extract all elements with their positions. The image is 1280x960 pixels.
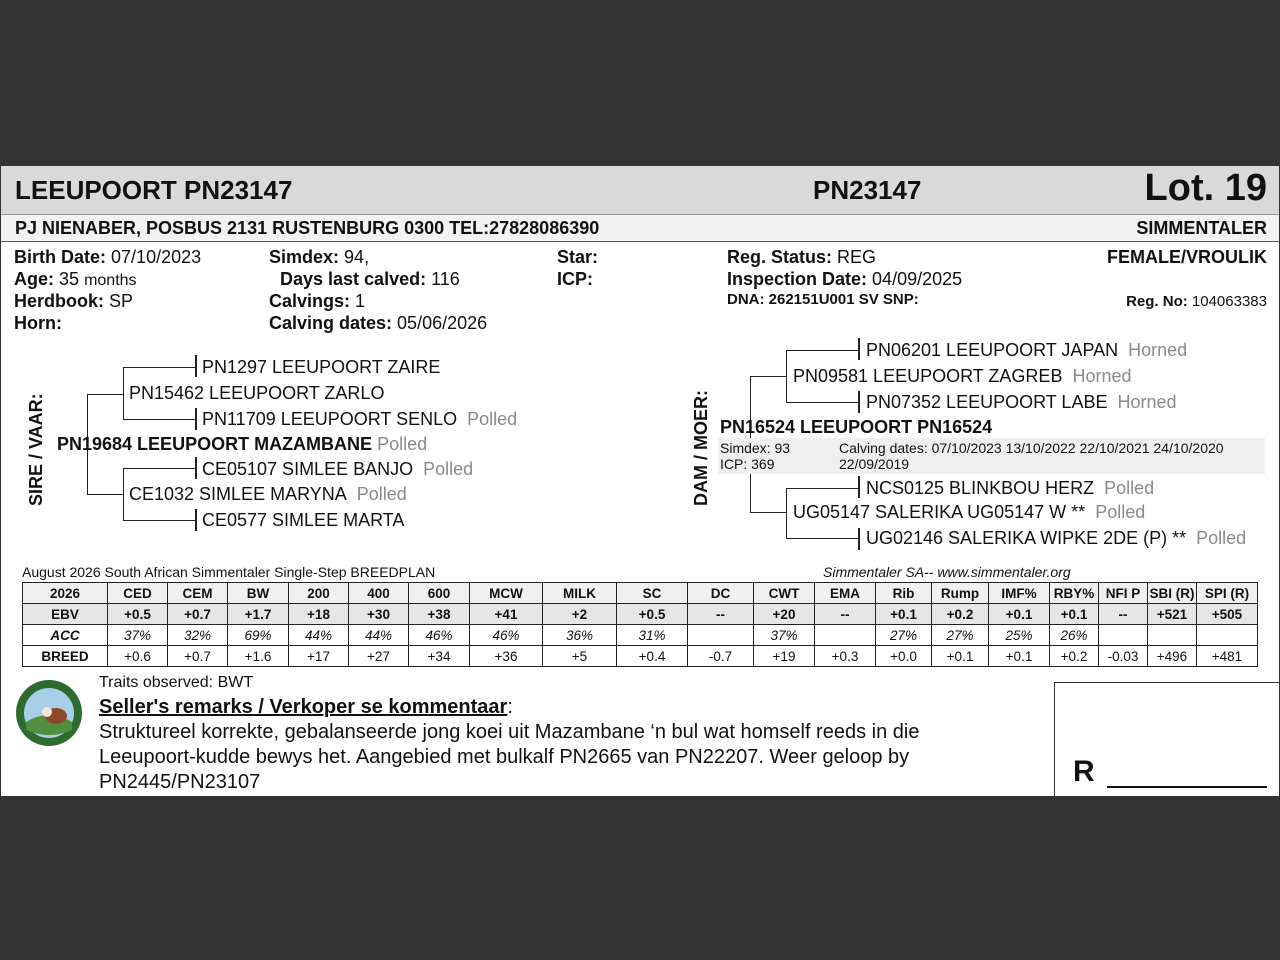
calvings: Calvings: 1: [269, 291, 366, 311]
sire-dam-sire: CE05107 SIMLEE BANJO Polled: [202, 459, 474, 479]
ebv-cell: 44%: [289, 625, 349, 646]
tree-line: [750, 512, 787, 513]
price-line: [1107, 786, 1267, 788]
sire-label: SIRE / VAAR:: [26, 393, 46, 506]
ebv-cell: IMF%: [989, 583, 1050, 604]
ebv-cell: --: [1099, 604, 1148, 625]
lot-number: Lot. 19: [1144, 167, 1267, 209]
ebv-row-acc: [23, 625, 1258, 646]
tree-line: [195, 408, 197, 430]
ebv-cell: 36%: [543, 625, 617, 646]
ebv-cell: +0.1: [989, 604, 1050, 625]
animal-id: PN23147: [813, 175, 922, 205]
dam-dam-dam: UG02146 SALERIKA WIPKE 2DE (P) ** Polled: [866, 528, 1247, 548]
simdex: Simdex: 94,: [269, 247, 370, 267]
price-prefix: R: [1073, 755, 1095, 788]
calving-dates: Calving dates: 05/06/2026: [269, 313, 488, 333]
ebv-cell: +38: [409, 604, 470, 625]
ebv-cell: CED: [108, 583, 168, 604]
dam-dam-sire: NCS0125 BLINKBOU HERZ Polled: [866, 478, 1155, 498]
sire-sire-sire: PN1297 LEEUPOORT ZAIRE: [202, 357, 441, 377]
ebv-cell: 31%: [617, 625, 688, 646]
tree-line: [786, 538, 859, 539]
ebv-cell: SBI (R): [1148, 583, 1197, 604]
ebv-cell: +0.2: [1050, 646, 1099, 667]
sire-sire: PN15462 LEEUPOORT ZARLO: [129, 383, 385, 403]
remarks-line: Struktureel korrekte, gebalanseerde jong koei uit Mazambane ‘n bul wat homself reeds in die: [99, 721, 920, 743]
ebv-cell: Rib: [876, 583, 932, 604]
tree-line: [123, 367, 196, 368]
ebv-cell: +17: [289, 646, 349, 667]
ebv-cell: +19: [754, 646, 815, 667]
sire: PN19684 LEEUPOORT MAZAMBANE Polled: [57, 434, 428, 454]
tree-line: [87, 494, 124, 495]
tree-line: [123, 468, 124, 520]
ebv-cell: +2: [543, 604, 617, 625]
ebv-cell: EMA: [815, 583, 876, 604]
ebv-cell: +0.4: [617, 646, 688, 667]
ebv-cell: DC: [688, 583, 754, 604]
ebv-cell: 27%: [876, 625, 932, 646]
animal-title: LEEUPOORT PN23147: [15, 175, 293, 205]
lot-card: [1, 166, 1279, 796]
dam-calving-dates: Calving dates: 07/10/2023 13/10/2022 22/10/2021 24/10/2020: [839, 440, 1224, 456]
ebv-cell: SC: [617, 583, 688, 604]
reg-no: Reg. No: 104063383: [1126, 293, 1267, 310]
ebv-cell: 46%: [409, 625, 470, 646]
breedplan-caption: August 2026 South African Simmentaler Single-Step BREEDPLAN: [22, 564, 436, 580]
ebv-cell: [1197, 625, 1258, 646]
ebv-cell: +27: [349, 646, 409, 667]
ebv-cell: 600: [409, 583, 470, 604]
ebv-row-ebv: [23, 604, 1258, 625]
simmentaler-logo-icon: [14, 678, 84, 748]
dam: PN16524 LEEUPOORT PN16524: [720, 417, 993, 437]
ebv-cell: +30: [349, 604, 409, 625]
tree-line: [87, 394, 124, 395]
tree-line: [123, 367, 124, 419]
tree-line: [786, 488, 787, 538]
ebv-cell: +0.5: [617, 604, 688, 625]
breed-name: SIMMENTALER: [1136, 218, 1267, 238]
ebv-cell: [688, 625, 754, 646]
ebv-cell: NFI P: [1099, 583, 1148, 604]
ebv-cell: RBY%: [1050, 583, 1099, 604]
ebv-cell: 32%: [168, 625, 228, 646]
ebv-cell: +0.7: [168, 646, 228, 667]
ebv-cell: -0.03: [1099, 646, 1148, 667]
tree-line: [123, 419, 196, 420]
ebv-cell: SPI (R): [1197, 583, 1258, 604]
ebv-cell: +34: [409, 646, 470, 667]
days-last-calved: Days last calved: 116: [280, 269, 460, 289]
ebv-row-breed: [23, 646, 1258, 667]
tree-line: [858, 391, 860, 413]
ebv-cell: +41: [470, 604, 543, 625]
tree-line: [858, 476, 860, 498]
ebv-cell: [1148, 625, 1197, 646]
ebv-cell: CEM: [168, 583, 228, 604]
ebv-cell: [815, 625, 876, 646]
ebv-cell: -0.7: [688, 646, 754, 667]
ebv-cell: +521: [1148, 604, 1197, 625]
ebv-cell: +0.5: [108, 604, 168, 625]
ebv-cell: ACC: [23, 625, 108, 646]
dam-label: DAM / MOER:: [691, 390, 711, 506]
ebv-cell: 46%: [470, 625, 543, 646]
dam-simdex: Simdex: 93: [720, 440, 791, 456]
ebv-cell: +0.1: [876, 604, 932, 625]
ebv-cell: +0.2: [932, 604, 989, 625]
tree-line: [195, 355, 197, 377]
remarks-line: Leeupoort-kudde bewys het. Aangebied met bulkalf PN2665 van PN22207. Weer geloop by: [99, 746, 910, 768]
ebv-cell: EBV: [23, 604, 108, 625]
ebv-cell: +1.7: [228, 604, 289, 625]
tree-line: [786, 350, 859, 351]
ebv-row-headers: [23, 583, 1258, 604]
reg-status: Reg. Status: REG: [727, 247, 877, 267]
tree-line: [123, 468, 196, 469]
sex: FEMALE/VROULIK: [1107, 247, 1267, 267]
inspection-date: Inspection Date: 04/09/2025: [727, 269, 963, 289]
remarks-line: PN2445/PN23107: [99, 771, 261, 793]
tree-line: [786, 402, 859, 403]
dam-sire: PN09581 LEEUPOORT ZAGREB Horned: [793, 366, 1132, 386]
dam-dam: UG05147 SALERIKA UG05147 W ** Polled: [793, 502, 1146, 522]
ebv-cell: +18: [289, 604, 349, 625]
ebv-cell: 37%: [754, 625, 815, 646]
sire-dam: CE1032 SIMLEE MARYNA Polled: [129, 484, 407, 504]
ebv-cell: BW: [228, 583, 289, 604]
tree-line: [786, 488, 859, 489]
ebv-cell: +0.7: [168, 604, 228, 625]
tree-line: [858, 338, 860, 360]
ebv-cell: +36: [470, 646, 543, 667]
breedplan-site: Simmentaler SA-- www.simmentaler.org: [823, 564, 1071, 580]
dam-sire-sire: PN06201 LEEUPOORT JAPAN Horned: [866, 340, 1188, 360]
tree-line: [123, 520, 196, 521]
ebv-cell: +0.1: [1050, 604, 1099, 625]
ebv-cell: 44%: [349, 625, 409, 646]
remarks-heading: Seller's remarks / Verkoper se kommentaar:: [99, 696, 513, 718]
price-box[interactable]: [1054, 682, 1279, 796]
age: Age: 35 months: [14, 269, 137, 289]
ebv-cell: 26%: [1050, 625, 1099, 646]
tree-line: [750, 376, 787, 377]
ebv-cell: +20: [754, 604, 815, 625]
dam-icp: ICP: 369: [720, 456, 775, 472]
ebv-cell: 69%: [228, 625, 289, 646]
star: Star:: [557, 247, 599, 267]
owner-line: PJ NIENABER, POSBUS 2131 RUSTENBURG 0300 TEL:27828086390: [15, 218, 600, 238]
ebv-cell: +496: [1148, 646, 1197, 667]
tree-line: [858, 528, 860, 550]
ebv-cell: +0.1: [932, 646, 989, 667]
ebv-cell: +0.1: [989, 646, 1050, 667]
ebv-cell: [1099, 625, 1148, 646]
tree-line: [195, 509, 197, 531]
ebv-cell: MCW: [470, 583, 543, 604]
ebv-cell: +0.6: [108, 646, 168, 667]
sire-sire-dam: PN11709 LEEUPOORT SENLO Polled: [202, 409, 518, 429]
ebv-cell: +0.0: [876, 646, 932, 667]
dam-sire-dam: PN07352 LEEUPOORT LABE Horned: [866, 392, 1177, 412]
ebv-cell: MILK: [543, 583, 617, 604]
dna: DNA: 262151U001 SV SNP:: [727, 291, 919, 308]
ebv-cell: 37%: [108, 625, 168, 646]
icp: ICP:: [557, 269, 593, 289]
ebv-cell: 400: [349, 583, 409, 604]
ebv-cell: --: [815, 604, 876, 625]
ebv-cell: BREED: [23, 646, 108, 667]
ebv-cell: 27%: [932, 625, 989, 646]
ebv-cell: 25%: [989, 625, 1050, 646]
ebv-table: [22, 582, 1258, 667]
dam-calving-dates-cont: 22/09/2019: [839, 456, 910, 472]
ebv-cell: +481: [1197, 646, 1258, 667]
herdbook: Herdbook: SP: [14, 291, 134, 311]
traits-observed: Traits observed: BWT: [99, 674, 254, 691]
horn: Horn:: [14, 313, 62, 333]
ebv-cell: +1.6: [228, 646, 289, 667]
ebv-cell: +5: [543, 646, 617, 667]
ebv-cell: +505: [1197, 604, 1258, 625]
birth-date: Birth Date: 07/10/2023: [14, 247, 202, 267]
ebv-cell: --: [688, 604, 754, 625]
ebv-cell: 2026: [23, 583, 108, 604]
ebv-cell: Rump: [932, 583, 989, 604]
ebv-cell: CWT: [754, 583, 815, 604]
ebv-cell: 200: [289, 583, 349, 604]
ebv-cell: +0.3: [815, 646, 876, 667]
sire-dam-dam: CE0577 SIMLEE MARTA: [202, 510, 405, 530]
